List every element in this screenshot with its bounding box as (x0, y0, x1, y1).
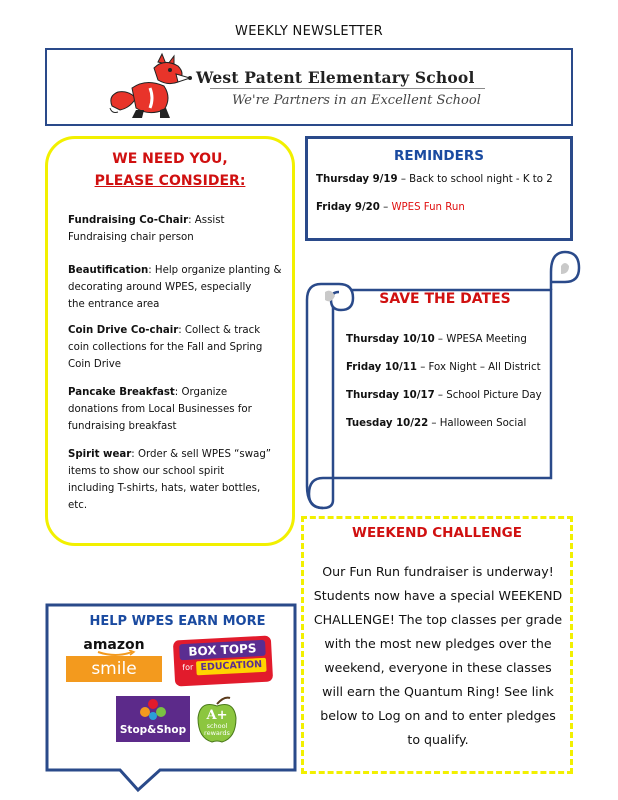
box-tops-wordmark: BOX TOPS (179, 640, 266, 660)
save-date-day: Thursday 10/17 (346, 390, 435, 401)
reminders-title: REMINDERS (394, 148, 484, 164)
save-date-item (346, 390, 542, 401)
reminder-text: Back to school night - K to 2 (409, 174, 553, 185)
a-plus-rewards-logo[interactable] (194, 694, 240, 746)
save-date-day: Tuesday 10/22 (346, 418, 429, 429)
reminder-item (316, 202, 465, 213)
box-tops-for: for (182, 662, 194, 673)
volunteer-desc: : Collect & track (178, 325, 261, 336)
volunteer-desc: items to show our school spirit (68, 466, 225, 477)
save-date-item (346, 418, 526, 429)
fox-mascot-icon (106, 52, 196, 122)
volunteer-desc: : Organize (174, 387, 228, 398)
volunteer-desc: including T-shirts, hats, water bottles, (68, 483, 261, 494)
school-name: West Patent Elementary School (196, 68, 475, 87)
volunteer-title-line2 (45, 170, 295, 192)
save-date-item (346, 362, 541, 373)
a-plus-mark: A+ (206, 708, 228, 723)
reminder-sep: – (379, 202, 392, 213)
volunteer-desc: etc. (68, 500, 88, 511)
volunteer-desc: : Help organize planting & (148, 265, 282, 276)
save-the-dates-scroll (303, 246, 581, 511)
volunteer-desc: Fundraising chair person (68, 232, 194, 243)
volunteer-item (68, 212, 282, 246)
volunteer-title-line1: WE NEED YOU, (112, 151, 228, 167)
newsletter-title: WEEKLY NEWSLETTER (235, 24, 383, 39)
amazon-wordmark: amazon (66, 636, 162, 654)
volunteer-desc: : Order & sell WPES “swag” (131, 449, 272, 460)
school-motto: We're Partners in an Excellent School (232, 93, 481, 108)
volunteer-desc: decorating around WPES, especially (68, 282, 252, 293)
volunteer-role: Spirit wear (68, 449, 132, 460)
volunteer-role: Coin Drive Co-chair (68, 325, 179, 336)
reminder-sep: – (397, 174, 410, 185)
save-date-text: – WPESA Meeting (434, 334, 527, 345)
weekend-challenge-body: Our Fun Run fundraiser is underway! Students now have a special WEEKEND CHALLENGE! The top classes per grade with the most new pledges over the weekend, everyone in these classes will earn the Quantum Ring! See link below to Log on and to enter pledges to qualify. (313, 564, 563, 747)
save-date-day: Friday 10/11 (346, 362, 417, 373)
volunteer-title-text: PLEASE CONSIDER: (94, 173, 246, 189)
weekend-challenge-title: WEEKEND CHALLENGE (352, 525, 522, 541)
volunteer-role: Pancake Breakfast (68, 387, 175, 398)
save-the-dates-title: SAVE THE DATES (379, 291, 511, 307)
box-tops-education: EDUCATION (196, 658, 267, 676)
save-date-text: – Fox Night – All District (416, 362, 541, 373)
amazon-smile-logo[interactable] (66, 636, 162, 682)
volunteer-item (68, 262, 282, 313)
volunteer-desc: : Assist (188, 215, 225, 226)
reminder-text: WPES Fun Run (391, 202, 465, 213)
save-date-text: – School Picture Day (434, 390, 542, 401)
volunteer-desc: coin collections for the Fall and Spring (68, 342, 263, 353)
a-plus-school: school (206, 722, 228, 730)
volunteer-desc: the entrance area (68, 299, 160, 310)
header-divider (210, 88, 485, 89)
volunteer-desc: donations from Local Businesses for (68, 404, 252, 415)
volunteer-item (68, 384, 282, 435)
volunteer-desc: fundraising breakfast (68, 421, 177, 432)
volunteer-item (68, 322, 282, 373)
stop-and-shop-wordmark: Stop&Shop (119, 724, 187, 736)
stop-and-shop-flower-icon (138, 698, 168, 722)
save-date-day: Thursday 10/10 (346, 334, 435, 345)
reminder-day: Friday 9/20 (316, 202, 380, 213)
save-date-item (346, 334, 527, 345)
volunteer-role: Fundraising Co-Chair (68, 215, 189, 226)
help-earn-title: HELP WPES EARN MORE (89, 614, 266, 629)
box-tops-logo[interactable] (173, 635, 273, 686)
reminder-day: Thursday 9/19 (316, 174, 398, 185)
reminder-item (316, 174, 553, 185)
volunteer-item (68, 446, 282, 514)
stop-and-shop-logo[interactable] (116, 696, 190, 742)
volunteer-role: Beautification (68, 265, 149, 276)
save-date-text: – Halloween Social (428, 418, 527, 429)
amazon-smile-word: smile (66, 656, 162, 682)
volunteer-desc: Coin Drive (68, 359, 122, 370)
a-plus-rewards: rewards (204, 729, 230, 737)
